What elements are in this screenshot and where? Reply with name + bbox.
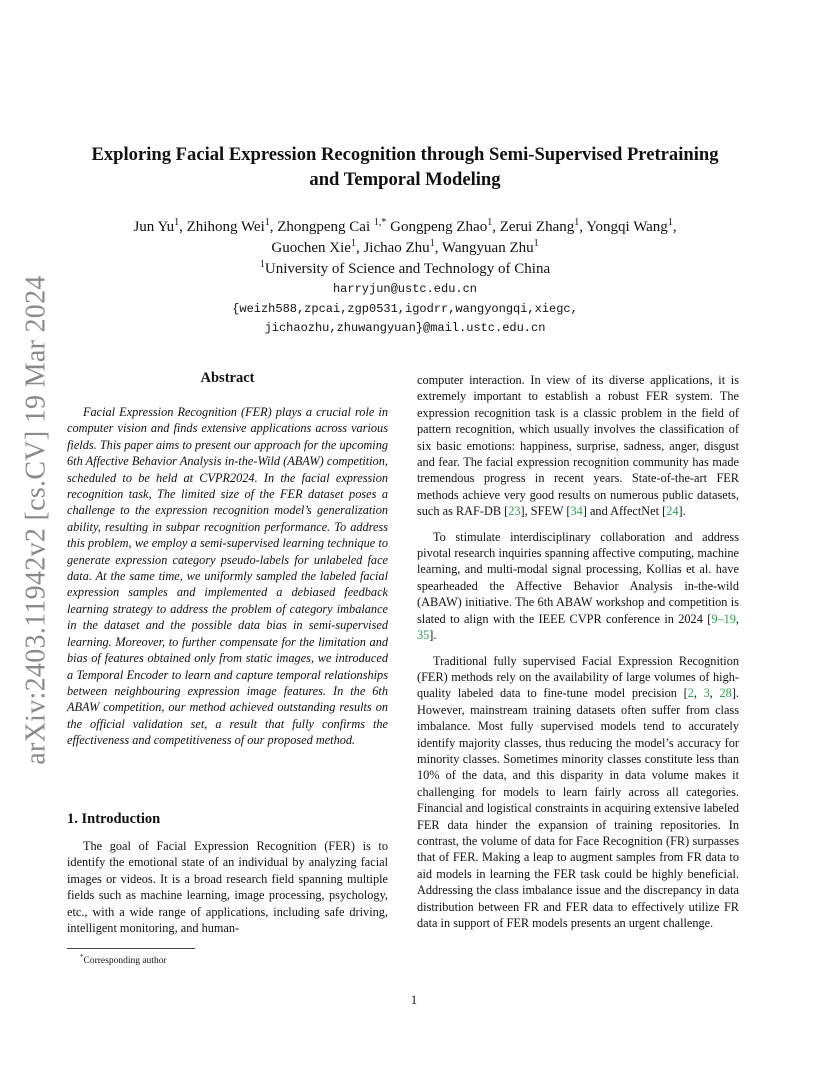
right-paragraph-2: To stimulate interdisciplinary collaboration and address pivotal research inquiries spanning affective computing, machine learning, and multi-modal signal processing, Kollias et al. have spearheaded the Affective Behavior Analysis in-the-wild (ABAW) initiative. The 6th ABAW workshop and competition is slated to align with the IEEE CVPR conference in 2024 [9–19, 35].	[417, 529, 739, 643]
author-affil: 1	[667, 217, 673, 228]
author-affil: 1	[574, 217, 580, 228]
citation-link[interactable]: 23	[508, 504, 521, 519]
footnote: *Corresponding author	[80, 953, 167, 967]
author-name: Yongqi Wang	[586, 219, 668, 235]
right-paragraph-1: computer interaction. In view of its diverse applications, it is extremely important to establish a robust FER system. The expression recognition task is a classic problem in the field of pattern recognition, which usually involves the classification of six basic emotions: happiness, surprise, sadness, anger, disgust and fear. The facial expression recognition community has made tremendous progress in recent years. State-of-the-art FER methods achieve very good results on numerous public datasets, such as RAF-DB [23], SFEW [34] and AffectNet [24].	[417, 373, 739, 519]
author-name: Zhihong Wei	[186, 219, 265, 235]
author-name: Zerui Zhang	[499, 219, 575, 235]
author-block	[40, 217, 770, 280]
intro-heading: 1. Introduction	[67, 811, 161, 827]
citation-link[interactable]: 28	[719, 686, 732, 701]
intro-paragraph: The goal of Facial Expression Recognition (FER) is to identify the emotional state of an individual by analyzing facial images or videos. It is a broad research field spanning multiple fields such as machine learning, image processing, psychology, etc., with a wide range of applications, including safe driving, intelligent monitoring, and human-	[67, 839, 388, 936]
author-affil: 1	[533, 238, 539, 249]
author-affil: 1	[429, 238, 435, 249]
author-name: Gongpeng Zhao	[390, 219, 488, 235]
author-affil: 1	[350, 238, 356, 249]
abstract-text: Facial Expression Recognition (FER) plays a crucial role in computer vision and finds extensive applications across various fields. This paper aims to present our approach for the upcoming 6th Affective Behavior Analysis in-the-Wild (ABAW) competition, scheduled to be held at CVPR2024. In the facial expression recognition task, The limited size of the FER dataset poses a challenge to the expression recognition model’s generalization ability, resulting in subpar recognition performance. To address this problem, we employ a semi-supervised learning technique to generate expression category pseudo-labels for unlabeled face data. At the same time, we uniformly sampled the labeled facial expression samples and implemented a debiased feedback learning strategy to address the problem of category imbalance in the dataset and the possible data bias in semi-supervised learning. Moreover, to further compensate for the limitation and bias of features obtained only from static images, we introduced a Temporal Encoder to learn and capture temporal relationships between neighbouring expression image features. In the 6th ABAW competition, our method achieved outstanding results on the official validation set, a result that fully confirms the effectiveness and competitiveness of our proposed method.	[67, 405, 388, 748]
abstract-heading: Abstract	[200, 370, 255, 386]
arxiv-identifier: arXiv:2403.11942v2 [cs.CV] 19 Mar 2024	[21, 275, 53, 765]
author-name: Zhongpeng Cai	[277, 219, 374, 235]
email-line[interactable]: harryjun@ustc.edu.cn	[332, 282, 478, 296]
citation-link[interactable]: 9	[711, 611, 718, 626]
author-affil: 1,*	[373, 217, 387, 228]
footnote-rule	[67, 948, 195, 949]
page-number: 1	[410, 993, 418, 1007]
paper-title	[40, 142, 770, 192]
citation-link[interactable]: 2	[687, 686, 694, 701]
author-affil: 1	[487, 217, 493, 228]
affiliation: $^1$University of Science and Technology of China	[259, 259, 551, 277]
right-column	[417, 372, 739, 931]
citation-link[interactable]: 24	[666, 504, 679, 519]
title-line-2: and Temporal Modeling	[309, 169, 501, 190]
citation-link[interactable]: 19	[723, 611, 736, 626]
email-line: jichaozhu,zhuwangyuan}@mail.ustc.edu.cn	[264, 321, 546, 335]
citation-link[interactable]: 35	[417, 628, 430, 643]
author-line-2: Guochen Xie$^1$, Jichao Zhu$^1$, Wangyuan Zhu$^1$	[271, 238, 539, 256]
author-name: Wangyuan Zhu	[441, 240, 534, 256]
citation-link[interactable]: 3	[703, 686, 710, 701]
author-affil: 1	[264, 217, 270, 228]
author-affil: 1	[174, 217, 180, 228]
right-paragraph-3: Traditional fully supervised Facial Expression Recognition (FER) methods rely on the availability of large volumes of high-quality labeled data to fine-tune model precision [2, 3, 28]. However, mainstream training datasets often suffer from class imbalance. Most fully supervised models tend to accurately identify majority classes, thus reducing the model’s accuracy for minority classes. Sometimes minority classes constitute less than 10% of the data, and this disparity in data volume makes it challenging for models to learn fairly across all categories. Financial and logistical constraints in acquiring extensive labeled FER data hinder the expansion of training repositories. In contrast, the volume of data for Face Recognition (FR) surpasses that of FER. Making a leap to augment samples from FR data to aid models in learning the FER task could be highly beneficial. Addressing the class imbalance issue and the discrepancy in data distribution between FR and FER data to effectively utilize FR data in support of FER models presents an urgent challenge.	[417, 653, 739, 930]
author-name: Jichao Zhu	[363, 240, 430, 256]
arxiv-sidebar	[14, 275, 60, 765]
author-name: Jun Yu	[133, 219, 175, 235]
author-line-1: Jun Yu$^1$, Zhihong Wei$^1$, Zhongpeng Cai $^{1,*}$ Gongpeng Zhao$^1$, Zerui Zhang$^1$, Yongqi Wang$^1$,	[133, 217, 677, 235]
title-line-1: Exploring Facial Expression Recognition through Semi-Supervised Pretraining	[91, 144, 719, 165]
email-block	[40, 280, 770, 339]
email-line: {weizh588,zpcai,zgp0531,igodrr,wangyongqi,xiegc,	[232, 301, 578, 316]
citation-link[interactable]: 34	[570, 504, 583, 519]
author-name: Guochen Xie	[271, 240, 351, 256]
